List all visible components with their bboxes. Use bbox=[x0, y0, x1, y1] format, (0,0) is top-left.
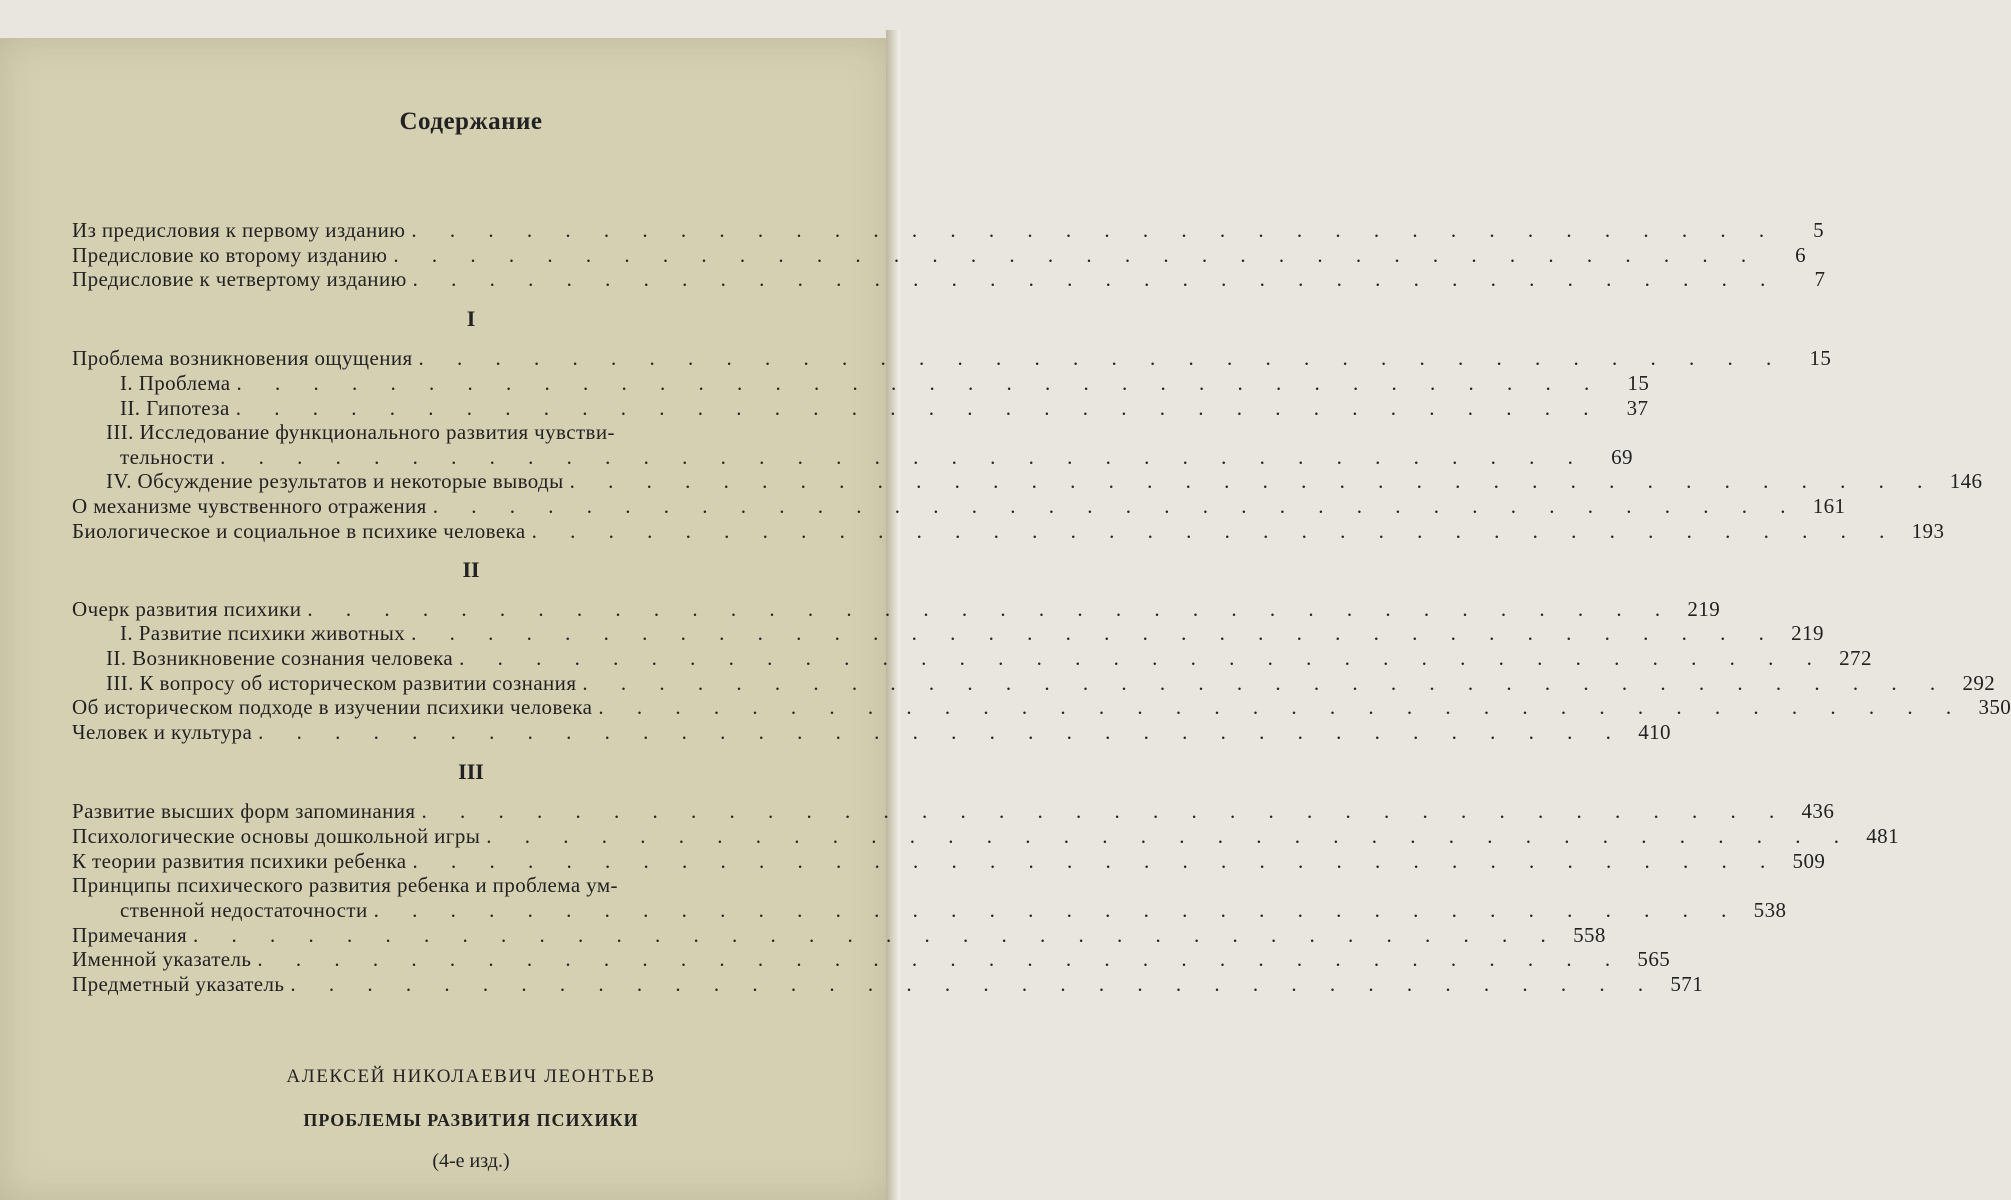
toc-entry: I. Развитие психики животных . . . . . . . . . . . . . . . . . . . . . . . . . . . . . . . . . . . . 219 bbox=[120, 621, 1824, 645]
section-heading-1: I bbox=[466, 306, 476, 331]
toc-entry: Именной указатель . . . . . . . . . . . . . . . . . . . . . . . . . . . . . . . . . . . . 565 bbox=[72, 947, 1671, 971]
author-name: АЛЕКСЕЙ НИКОЛАЕВИЧ ЛЕОНТЬЕВ bbox=[286, 1066, 656, 1087]
toc-entry: Примечания . . . . . . . . . . . . . . . . . . . . . . . . . . . . . . . . . . . . 558 bbox=[72, 923, 1606, 947]
section-heading-3: III bbox=[458, 759, 484, 784]
toc-entry: Психологические основы дошкольной игры . . . . . . . . . . . . . . . . . . . . . . . . . . . . . . . . . . . . 481 bbox=[72, 824, 1899, 848]
toc-entry: Проблема возникновения ощущения . . . . . . . . . . . . . . . . . . . . . . . . . . . . . . . . . . . . 15 bbox=[72, 346, 1832, 370]
toc-entry: Об историческом подходе в изучении психики человека . . . . . . . . . . . . . . . . . . . . . . . . . . . . . . . . . . . . 350 bbox=[72, 695, 2011, 719]
toc-entry: Предметный указатель . . . . . . . . . . . . . . . . . . . . . . . . . . . . . . . . . . . . 571 bbox=[72, 972, 1704, 996]
toc-entry: I. Проблема . . . . . . . . . . . . . . . . . . . . . . . . . . . . . . . . . . . . 15 bbox=[120, 371, 1650, 395]
toc-entry: ственной недостаточности . . . . . . . . . . . . . . . . . . . . . . . . . . . . . . . . . . . . 538 bbox=[120, 898, 1787, 922]
toc-entry: II. Возникновение сознания человека . . . . . . . . . . . . . . . . . . . . . . . . . . . . . . . . . . . . 272 bbox=[106, 646, 1872, 670]
toc-entry: II. Гипотеза . . . . . . . . . . . . . . . . . . . . . . . . . . . . . . . . . . . . 37 bbox=[120, 396, 1649, 420]
toc-entry-wrapped-line: III. Исследование функционального развития чувстви- bbox=[106, 420, 615, 444]
toc-entry: Биологическое и социальное в психике человека . . . . . . . . . . . . . . . . . . . . . . . . . . . . . . . . . . . . 193 bbox=[72, 519, 1945, 543]
toc-entry: тельности . . . . . . . . . . . . . . . . . . . . . . . . . . . . . . . . . . . . 69 bbox=[120, 445, 1633, 469]
toc-entry: О механизме чувственного отражения . . . . . . . . . . . . . . . . . . . . . . . . . . . . . . . . . . . . 161 bbox=[72, 494, 1846, 518]
section-heading-2: II bbox=[462, 557, 480, 582]
toc-entry: Предисловие ко второму изданию . . . . . . . . . . . . . . . . . . . . . . . . . . . . . . . . . . . . 6 bbox=[72, 243, 1807, 267]
toc-entry: Очерк развития психики . . . . . . . . . . . . . . . . . . . . . . . . . . . . . . . . . . . . 219 bbox=[72, 597, 1721, 621]
toc-entry: Развитие высших форм запоминания . . . . . . . . . . . . . . . . . . . . . . . . . . . . . . . . . . . . 436 bbox=[72, 799, 1835, 823]
edition-note: (4-е изд.) bbox=[432, 1150, 510, 1172]
toc-entry: Человек и культура . . . . . . . . . . . . . . . . . . . . . . . . . . . . . . . . . . . . 410 bbox=[72, 720, 1671, 744]
toc-entry: К теории развития психики ребенка . . . . . . . . . . . . . . . . . . . . . . . . . . . . . . . . . . . . 509 bbox=[72, 849, 1826, 873]
toc-entry: III. К вопросу об историческом развитии сознания . . . . . . . . . . . . . . . . . . . . . . . . . . . . . . . . . . . . 292 bbox=[106, 671, 1996, 695]
toc-entry: Предисловие к четвертому изданию . . . . . . . . . . . . . . . . . . . . . . . . . . . . . . . . . . . . 7 bbox=[72, 267, 1826, 291]
book-title: ПРОБЛЕМЫ РАЗВИТИЯ ПСИХИКИ bbox=[303, 1110, 639, 1130]
toc-title: Содержание bbox=[399, 108, 543, 135]
toc-entry: Из предисловия к первому изданию . . . . . . . . . . . . . . . . . . . . . . . . . . . . . . . . . . . . 5 bbox=[72, 218, 1825, 242]
toc-entry-wrapped-line: Принципы психического развития ребенка и проблема ум- bbox=[72, 873, 618, 897]
toc-entry: IV. Обсуждение результатов и некоторые выводы . . . . . . . . . . . . . . . . . . . . . . . . . . . . . . . . . . . . 146 bbox=[106, 469, 1983, 493]
